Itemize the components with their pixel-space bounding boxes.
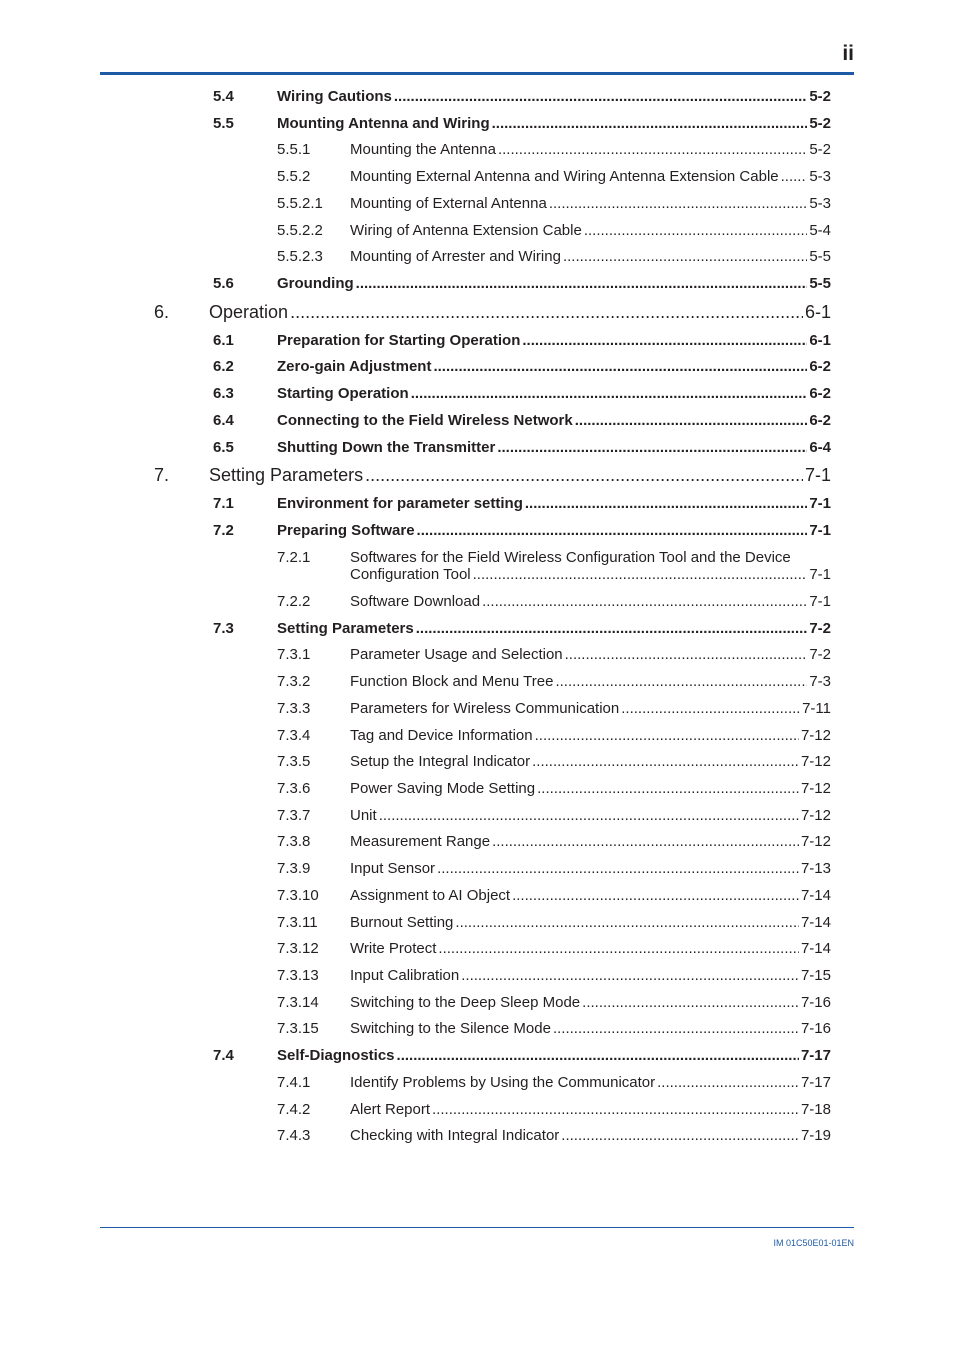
toc-entry-number: 7.4.2 bbox=[277, 1101, 311, 1118]
toc-entry-title: Grounding bbox=[277, 275, 354, 292]
toc-entry-number: 7.3.5 bbox=[277, 753, 311, 770]
dot-leader bbox=[482, 593, 807, 610]
toc-entry-title: Wiring of Antenna Extension Cable bbox=[350, 222, 582, 239]
toc-entry-number: 7.3.6 bbox=[277, 780, 311, 797]
dot-leader bbox=[553, 1020, 799, 1037]
toc-entry-title: Self-Diagnostics bbox=[277, 1047, 395, 1064]
toc-entry-title: Alert Report bbox=[350, 1101, 431, 1118]
toc-entry-title: Switching to the Deep Sleep Mode bbox=[350, 994, 581, 1011]
toc-entry-number: 5.5.1 bbox=[277, 141, 311, 158]
dot-leader bbox=[394, 88, 807, 105]
toc-entry-title: Burnout Setting bbox=[350, 914, 454, 931]
toc-entry-number: 5.5.2.3 bbox=[277, 248, 323, 265]
toc-entry-page: 6-1 bbox=[809, 332, 831, 349]
toc-entry-title: Wiring Cautions bbox=[277, 88, 392, 105]
toc-entry-number: 7.4 bbox=[213, 1047, 234, 1064]
toc-entry-title: Operation bbox=[209, 302, 289, 322]
dot-leader bbox=[537, 780, 799, 797]
toc-entry-number: 7.3.11 bbox=[277, 914, 318, 931]
toc-entry-page: 6-1 bbox=[804, 302, 831, 322]
toc-entry-page: 5-2 bbox=[809, 88, 831, 105]
toc-entry-page: 7-1 bbox=[804, 465, 831, 485]
toc-entry-number: 6.3 bbox=[213, 385, 234, 402]
toc-entry-number: 7.1 bbox=[213, 495, 234, 512]
footer-rule bbox=[100, 1227, 854, 1228]
dot-leader bbox=[290, 302, 803, 323]
dot-leader bbox=[379, 807, 799, 824]
dot-leader bbox=[433, 358, 807, 375]
dot-leader bbox=[781, 168, 808, 185]
toc-entry-page: 5-2 bbox=[809, 115, 831, 132]
toc-entry-number: 7.2.1 bbox=[277, 549, 311, 566]
toc-entry-number: 7.3.15 bbox=[277, 1020, 319, 1037]
toc-entry-number: 7.3.13 bbox=[277, 967, 319, 984]
toc-entry-page: 7-1 bbox=[809, 522, 831, 539]
toc-entry-title: Function Block and Menu Tree bbox=[350, 673, 554, 690]
toc-entry-page: 7-17 bbox=[800, 1074, 831, 1091]
toc-entry-number: 7.3.10 bbox=[277, 887, 319, 904]
toc-entry-page: 6-2 bbox=[809, 385, 831, 402]
dot-leader bbox=[365, 465, 803, 486]
toc-entry-page: 6-4 bbox=[809, 439, 831, 456]
toc-entry-title: Tag and Device Information bbox=[350, 727, 533, 744]
header-rule bbox=[100, 72, 854, 75]
toc-entry-title: Preparation for Starting Operation bbox=[277, 332, 521, 349]
toc-entry-title: Assignment to AI Object bbox=[350, 887, 511, 904]
toc-entry-title: Setup the Integral Indicator bbox=[350, 753, 531, 770]
toc-entry-title: Mounting of Arrester and Wiring bbox=[350, 248, 561, 265]
toc-entry-title: Checking with Integral Indicator bbox=[350, 1127, 560, 1144]
toc-entry-page: 7-3 bbox=[809, 673, 831, 690]
dot-leader bbox=[555, 673, 807, 690]
toc-entry-page: 7-15 bbox=[800, 967, 831, 984]
toc-entry-number: 6.2 bbox=[213, 358, 234, 375]
toc-entry-page: 5-3 bbox=[809, 168, 831, 185]
toc-entry-title-line: Softwares for the Field Wireless Configuration Tool and the Device bbox=[350, 549, 791, 566]
dot-leader bbox=[497, 439, 807, 456]
toc-entry-number: 5.5 bbox=[213, 115, 234, 132]
dot-leader bbox=[455, 914, 799, 931]
toc-entry-number: 6.1 bbox=[213, 332, 234, 349]
dot-leader bbox=[532, 753, 799, 770]
toc-entry-title: Input Sensor bbox=[350, 860, 436, 877]
toc-entry-number: 7.3.7 bbox=[277, 807, 311, 824]
toc-entry-title: Starting Operation bbox=[277, 385, 409, 402]
dot-leader bbox=[461, 967, 799, 984]
toc-entry-page: 5-5 bbox=[809, 275, 831, 292]
toc-entry-title: Input Calibration bbox=[350, 967, 460, 984]
dot-leader bbox=[565, 646, 808, 663]
toc-entry-number: 5.5.2.2 bbox=[277, 222, 323, 239]
dot-leader bbox=[584, 222, 808, 239]
toc-entry-title: Zero-gain Adjustment bbox=[277, 358, 432, 375]
dot-leader bbox=[498, 141, 807, 158]
toc-entry-page: 7-12 bbox=[800, 780, 831, 797]
dot-leader bbox=[416, 620, 808, 637]
toc-entry-page: 7-17 bbox=[800, 1047, 831, 1064]
toc-entry-number: 5.5.2 bbox=[277, 168, 311, 185]
toc-entry-number: 7. bbox=[154, 465, 170, 485]
toc-entry-number: 5.4 bbox=[213, 88, 234, 105]
toc-entry-number: 7.2.2 bbox=[277, 593, 311, 610]
toc-entry-number: 7.4.3 bbox=[277, 1127, 311, 1144]
toc-entry-page: 7-14 bbox=[800, 914, 831, 931]
dot-leader bbox=[492, 833, 799, 850]
toc-entry-number: 5.5.2.1 bbox=[277, 195, 323, 212]
dot-leader bbox=[411, 385, 808, 402]
toc-entry-title: Unit bbox=[350, 807, 377, 824]
toc-entry-number: 7.3.12 bbox=[277, 940, 319, 957]
toc-entry-title: Configuration Tool bbox=[350, 566, 471, 583]
toc-entry-number: 5.6 bbox=[213, 275, 234, 292]
dot-leader bbox=[549, 195, 808, 212]
toc-entry-title: Preparing Software bbox=[277, 522, 415, 539]
dot-leader bbox=[432, 1101, 799, 1118]
toc-entry-page: 7-14 bbox=[800, 940, 831, 957]
dot-leader bbox=[657, 1074, 799, 1091]
toc-entry-page: 5-5 bbox=[809, 248, 831, 265]
dot-leader bbox=[561, 1127, 799, 1144]
toc-entry-page: 7-12 bbox=[800, 833, 831, 850]
toc-entry-page: 7-1 bbox=[809, 495, 831, 512]
toc-entry-title: Parameter Usage and Selection bbox=[350, 646, 563, 663]
dot-leader bbox=[535, 727, 799, 744]
dot-leader bbox=[473, 566, 808, 583]
dot-leader bbox=[621, 700, 800, 717]
toc-entry-number: 7.3.14 bbox=[277, 994, 319, 1011]
toc-entry-page: 7-12 bbox=[800, 727, 831, 744]
toc-entry-page: 7-1 bbox=[809, 566, 831, 583]
toc-entry-number: 6. bbox=[154, 302, 170, 322]
toc-entry-number: 7.3.8 bbox=[277, 833, 311, 850]
dot-leader bbox=[582, 994, 799, 1011]
toc-entry-title: Mounting Antenna and Wiring bbox=[277, 115, 490, 132]
dot-leader bbox=[575, 412, 808, 429]
dot-leader bbox=[563, 248, 807, 265]
toc-entry-page: 5-4 bbox=[809, 222, 831, 239]
dot-leader bbox=[512, 887, 799, 904]
toc-entry-page: 7-16 bbox=[800, 994, 831, 1011]
toc-entry-title: Measurement Range bbox=[350, 833, 491, 850]
dot-leader bbox=[437, 860, 799, 877]
toc-entry-title: Switching to the Silence Mode bbox=[350, 1020, 551, 1037]
toc-entry-number: 7.4.1 bbox=[277, 1074, 311, 1091]
dot-leader bbox=[522, 332, 807, 349]
toc-entry-page: 7-14 bbox=[800, 887, 831, 904]
toc-entry-title: Environment for parameter setting bbox=[277, 495, 523, 512]
toc-entry-page: 7-2 bbox=[809, 620, 831, 637]
toc-entry-title: Connecting to the Field Wireless Network bbox=[277, 412, 573, 429]
toc-entry-title: Shutting Down the Transmitter bbox=[277, 439, 496, 456]
toc-entry-title: Mounting of External Antenna bbox=[350, 195, 547, 212]
toc-entry-number: 7.3.9 bbox=[277, 860, 311, 877]
toc-entry-page: 7-13 bbox=[800, 860, 831, 877]
toc-entry-page: 6-2 bbox=[809, 412, 831, 429]
toc-entry-page: 7-11 bbox=[802, 700, 831, 717]
page-number: ii bbox=[842, 42, 854, 65]
dot-leader bbox=[356, 275, 808, 292]
toc-entry-title: Setting Parameters bbox=[277, 620, 414, 637]
toc-entry-page: 7-2 bbox=[809, 646, 831, 663]
document-id: IM 01C50E01-01EN bbox=[773, 1238, 854, 1248]
toc-entry-page: 7-19 bbox=[800, 1127, 831, 1144]
toc-entry-title: Software Download bbox=[350, 593, 481, 610]
toc-entry-page: 7-12 bbox=[800, 753, 831, 770]
toc-entry-page: 7-12 bbox=[800, 807, 831, 824]
dot-leader bbox=[417, 522, 808, 539]
toc-entry-number: 6.4 bbox=[213, 412, 234, 429]
dot-leader bbox=[438, 940, 799, 957]
toc-entry-title: Mounting External Antenna and Wiring Antenna Extension Cable bbox=[350, 168, 779, 185]
toc-entry-number: 7.2 bbox=[213, 522, 234, 539]
dot-leader bbox=[492, 115, 808, 132]
toc-entry-title: Identify Problems by Using the Communicator bbox=[350, 1074, 656, 1091]
toc-entry-page: 6-2 bbox=[809, 358, 831, 375]
toc-entry-title: Write Protect bbox=[350, 940, 437, 957]
toc-entry-page: 5-3 bbox=[809, 195, 831, 212]
toc-entry-title: Power Saving Mode Setting bbox=[350, 780, 536, 797]
dot-leader bbox=[525, 495, 807, 512]
toc-entry-number: 7.3.3 bbox=[277, 700, 311, 717]
toc-entry-number: 7.3.4 bbox=[277, 727, 311, 744]
toc-entry-title: Setting Parameters bbox=[209, 465, 364, 485]
toc-entry-number: 7.3.1 bbox=[277, 646, 311, 663]
toc-entry-page: 7-18 bbox=[800, 1101, 831, 1118]
toc-entry-number: 6.5 bbox=[213, 439, 234, 456]
dot-leader bbox=[397, 1047, 799, 1064]
toc-entry-page: 7-16 bbox=[800, 1020, 831, 1037]
toc-entry-number: 7.3.2 bbox=[277, 673, 311, 690]
toc-entry-title: Parameters for Wireless Communication bbox=[350, 700, 620, 717]
toc-entry-page: 5-2 bbox=[809, 141, 831, 158]
toc-entry-number: 7.3 bbox=[213, 620, 234, 637]
toc-entry-page: 7-1 bbox=[809, 593, 831, 610]
toc-entry-title: Mounting the Antenna bbox=[350, 141, 496, 158]
